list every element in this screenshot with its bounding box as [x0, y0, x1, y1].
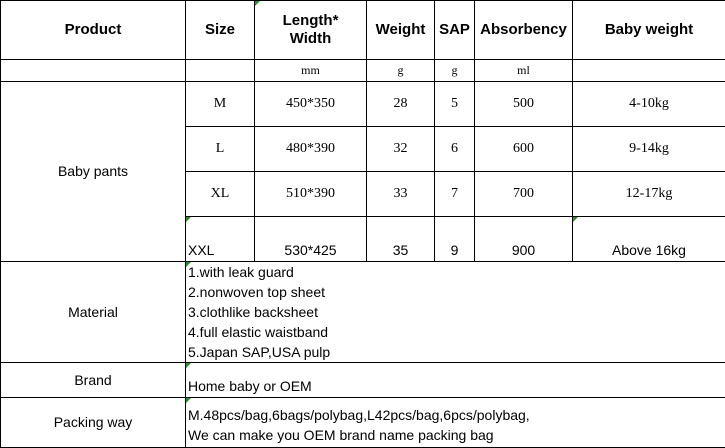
baby-weight-cell: 12-17kg — [573, 172, 725, 217]
weight-cell: 33 — [367, 172, 435, 217]
material-label: Material — [1, 262, 186, 363]
unit-length-width: mm — [255, 60, 367, 82]
header-row — [1, 1, 725, 60]
header-absorbency: Absorbency — [475, 1, 573, 60]
sap-cell: 6 — [435, 127, 475, 172]
brand-value: Home baby or OEM — [186, 363, 725, 398]
packing-line-2: We can make you OEM brand name packing bag — [188, 425, 725, 445]
unit-blank-product — [1, 60, 186, 82]
size-cell: XXL — [186, 217, 255, 262]
unit-blank-baby-weight — [573, 60, 725, 82]
header-sap: SAP — [435, 1, 475, 60]
material-row — [1, 262, 725, 363]
list-item: 3.clothlike backsheet — [188, 302, 725, 322]
list-item: 2.nonwoven top sheet — [188, 282, 725, 302]
length-width-cell: 480*390 — [255, 127, 367, 172]
list-item: 4.full elastic waistband — [188, 322, 725, 342]
weight-cell: 28 — [367, 82, 435, 127]
unit-weight: g — [367, 60, 435, 82]
material-list — [186, 262, 725, 363]
length-width-cell: 530*425 — [255, 217, 367, 262]
table-row — [1, 82, 725, 127]
packing-row — [1, 398, 725, 448]
unit-absorbency: ml — [475, 60, 573, 82]
brand-row — [1, 363, 725, 398]
packing-label: Packing way — [1, 398, 186, 448]
header-size: Size — [186, 1, 255, 60]
size-cell: L — [186, 127, 255, 172]
weight-cell: 35 — [367, 217, 435, 262]
size-cell: M — [186, 82, 255, 127]
list-item: 1.with leak guard — [188, 262, 725, 282]
packing-line-1: M.48pcs/bag,6bags/polybag,L42pcs/bag,6pcs/polybag, — [188, 405, 725, 425]
baby-weight-cell: Above 16kg — [573, 217, 725, 262]
header-length-width — [255, 1, 367, 60]
length-width-cell: 510*390 — [255, 172, 367, 217]
unit-sap: g — [435, 60, 475, 82]
unit-blank-size — [186, 60, 255, 82]
unit-row — [1, 60, 725, 82]
sap-cell: 5 — [435, 82, 475, 127]
header-length-width-line1: Length* — [255, 12, 366, 30]
absorbency-cell: 600 — [475, 127, 573, 172]
absorbency-cell: 900 — [475, 217, 573, 262]
product-name-cell: Baby pants — [1, 82, 186, 262]
size-cell: XL — [186, 172, 255, 217]
baby-weight-cell: 4-10kg — [573, 82, 725, 127]
baby-weight-cell: 9-14kg — [573, 127, 725, 172]
sap-cell: 7 — [435, 172, 475, 217]
header-baby-weight: Baby weight — [573, 1, 725, 60]
brand-label: Brand — [1, 363, 186, 398]
list-item: 5.Japan SAP,USA pulp — [188, 342, 725, 362]
absorbency-cell: 500 — [475, 82, 573, 127]
weight-cell: 32 — [367, 127, 435, 172]
packing-value — [186, 398, 725, 448]
length-width-cell: 450*350 — [255, 82, 367, 127]
header-product: Product — [1, 1, 186, 60]
sap-cell: 9 — [435, 217, 475, 262]
header-length-width-line2: Width — [255, 30, 366, 48]
header-weight: Weight — [367, 1, 435, 60]
absorbency-cell: 700 — [475, 172, 573, 217]
